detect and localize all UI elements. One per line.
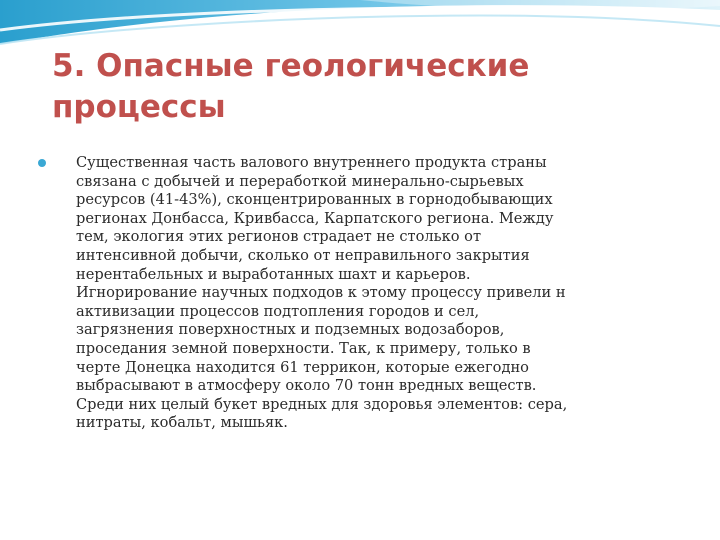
bullet-list bbox=[38, 154, 720, 454]
slide-title: 5. Опасные геологические процессы bbox=[52, 48, 530, 125]
bullet-text: Существенная часть валового внутреннего продукта страны связана с добычей и переработкой минерально-сырьевых ресурсов (41-43%), сконцентрированных в горнодобывающих регионах Донбасса, Кривбасса, Карпатского региона. Между тем, экология этих регионов страдает не столько от интенсивной добычи, сколько от неправильного закрытия нерентабельных и выработанных шахт и карьеров. Игнорирование научных подходов к этому процессу привели н активизации процессов подтопления городов и сел, загрязнения поверхностных и подземных водозаборов, проседания земной поверхности. Так, к примеру, только в черте Донецка находится 61 террикон, которые ежегодно выбрасывают в атмосферу около 70 тонн вредных веществ. Среди них целый букет вредных для здоровья элементов: сера, нитраты, кобальт, мышьяк. bbox=[76, 154, 568, 432]
bullet-dot-icon bbox=[38, 159, 46, 167]
